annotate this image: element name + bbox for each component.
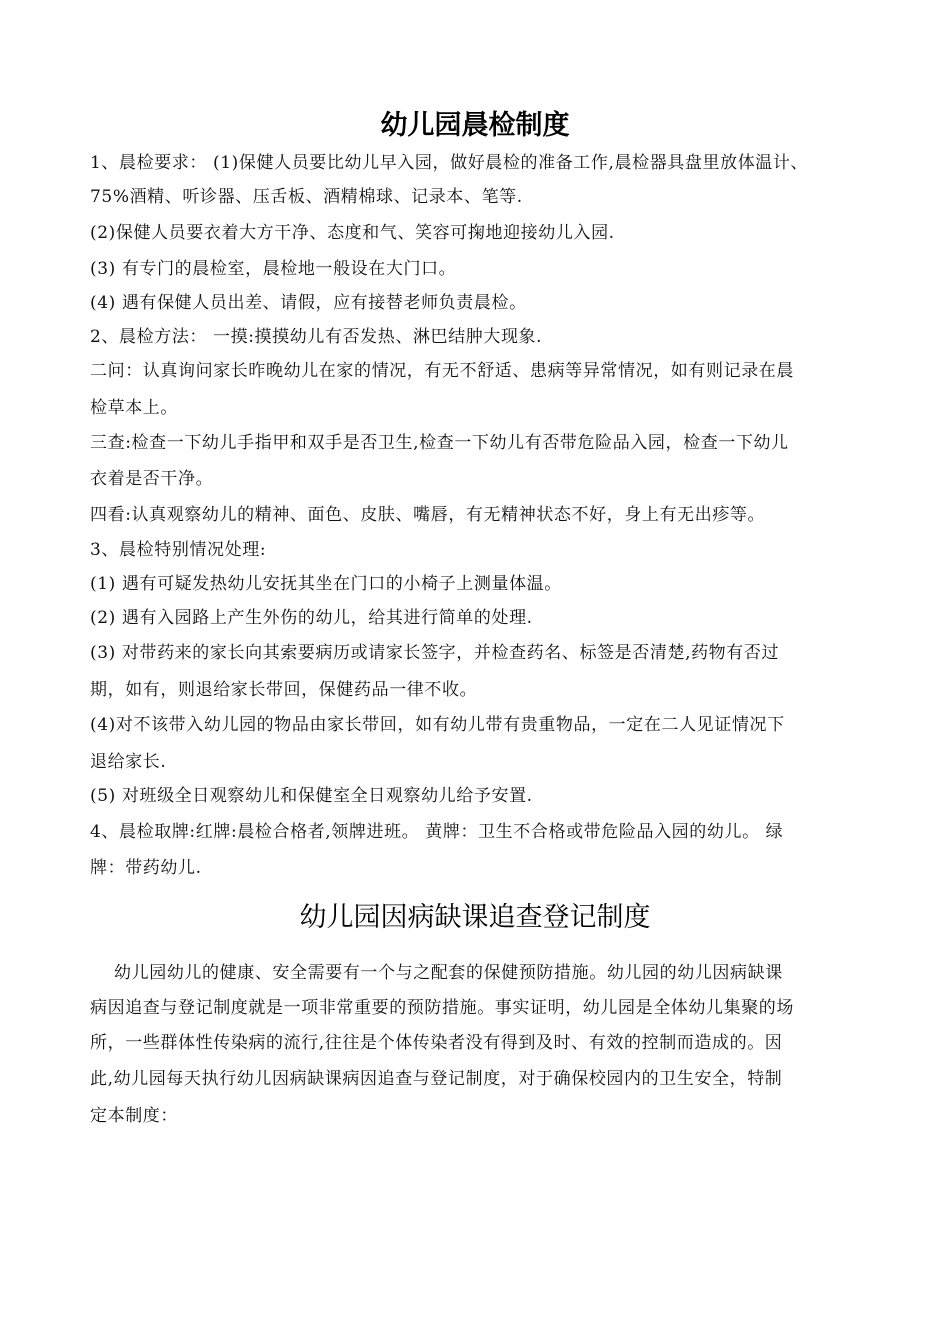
section1-line: 4、晨检取牌:红牌:晨检合格者,领牌进班。 黄牌：卫生不合格或带危险品入园的幼儿。 绿 <box>90 822 784 842</box>
section1-line: 三查:检查一下幼儿手指甲和双手是否卫生,检查一下幼儿有否带危险品入园，检查一下幼儿 <box>90 433 789 453</box>
section1-line: 退给家长. <box>90 752 167 772</box>
section1-line: 衣着是否干净。 <box>90 469 214 489</box>
section1-line: 75%酒精、听诊器、压舌板、酒精棉球、记录本、笔等. <box>90 187 523 207</box>
section2-line: 病因追查与登记制度就是一项非常重要的预防措施。事实证明，幼儿园是全体幼儿集聚的场 <box>90 998 794 1018</box>
section1-line: 1、晨检要求： (1)保健人员要比幼儿早入园，做好晨检的准备工作,晨检器具盘里放体温计、 <box>90 153 809 173</box>
section1-line: 二问：认真询问家长昨晚幼儿在家的情况，有无不舒适、患病等异常情况，如有则记录在晨 <box>90 361 794 381</box>
section1-line: 期，如有，则退给家长带回，保健药品一律不收。 <box>90 680 478 700</box>
section1-line: 2、晨检方法： 一摸:摸摸幼儿有否发热、淋巴结肿大现象. <box>90 327 543 347</box>
section1-line: 牌：带药幼儿. <box>90 858 202 878</box>
section2-line: 幼儿园幼儿的健康、安全需要有一个与之配套的保健预防措施。幼儿园的幼儿因病缺课 <box>90 963 783 983</box>
section1-line: 四看:认真观察幼儿的精神、面色、皮肤、嘴唇，有无精神状态不好，身上有无出疹等。 <box>90 505 766 525</box>
section1-line: 检草本上。 <box>90 398 178 418</box>
section2-line: 所，一些群体性传染病的流行,往往是个体传染者没有得到及时、有效的控制而造成的。因 <box>90 1033 783 1053</box>
section1-line: (5) 对班级全日观察幼儿和保健室全日观察幼儿给予安置. <box>90 786 533 806</box>
section1-line: (4) 遇有保健人员出差、请假，应有接替老师负责晨检。 <box>90 293 527 313</box>
section1-line: (4)对不该带入幼儿园的物品由家长带回，如有幼儿带有贵重物品，一定在二人见证情况下 <box>90 715 785 735</box>
section1-line: (1) 遇有可疑发热幼儿安抚其坐在门口的小椅子上测量体温。 <box>90 574 562 594</box>
section1-line: (3) 对带药来的家长向其索要病历或请家长签字，并检查药名、标签是否清楚,药物有否过 <box>90 643 780 663</box>
section1-line: (3) 有专门的晨检室，晨检地一般设在大门口。 <box>90 259 457 279</box>
section1-title: 幼儿园晨检制度 <box>380 110 570 141</box>
section2-title: 幼儿园因病缺课追查登记制度 <box>299 902 651 933</box>
section1-line: (2) 遇有入园路上产生外伤的幼儿，给其进行简单的处理. <box>90 608 533 628</box>
section1-line: 3、晨检特别情况处理: <box>90 540 267 560</box>
section2-line: 此,幼儿园每天执行幼儿因病缺课病因追查与登记制度，对于确保校园内的卫生安全，特制 <box>90 1069 783 1089</box>
section1-line: (2)保健人员要衣着大方干净、态度和气、笑容可掬地迎接幼儿入园. <box>90 223 615 243</box>
section2-line: 定本制度： <box>90 1106 178 1126</box>
